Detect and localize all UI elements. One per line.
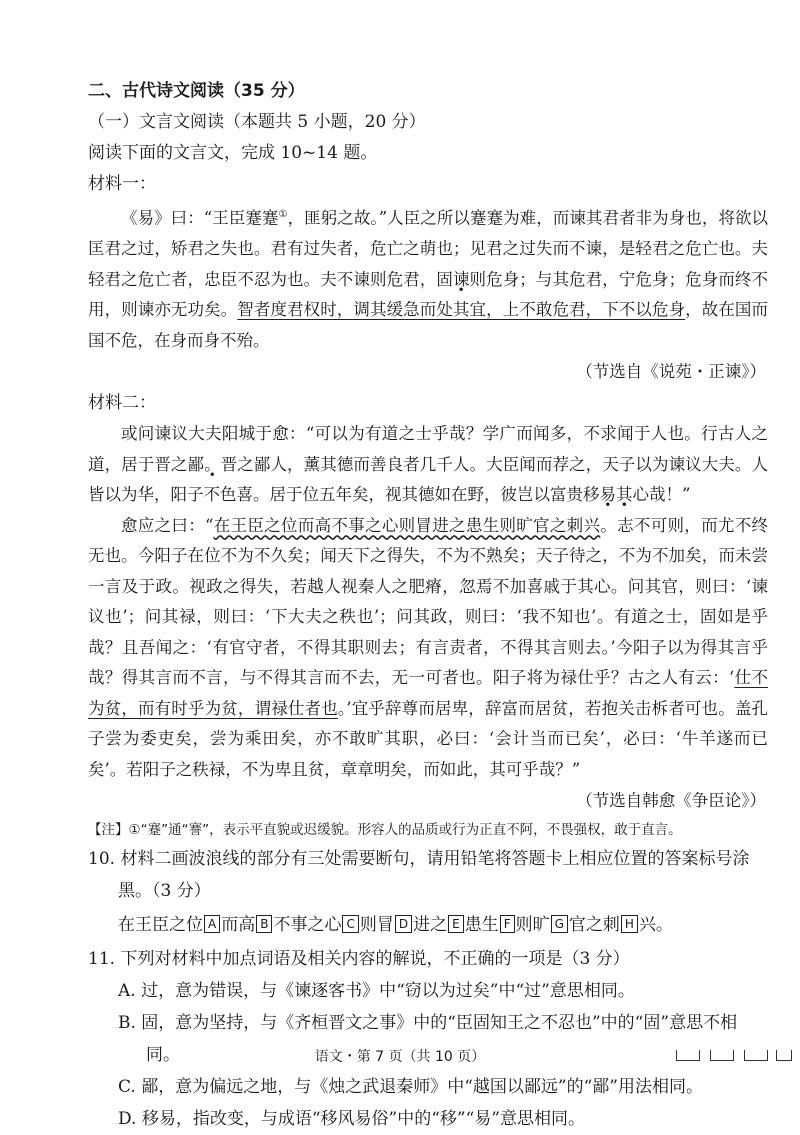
option-d[interactable]: D. 移易，指改变，与成语“移风易俗”中的“移”“易”意思相同。 <box>118 1109 585 1129</box>
answer-box-g[interactable]: G <box>551 915 568 933</box>
segment: 在王臣之位 <box>118 915 203 935</box>
segment: 则冒 <box>359 915 394 935</box>
material2-text: 。’宜乎辞尊而居卑，辞富而居贫，若抱关击柝者可也。盖孔子尝为委吏矣，尝为乘田矣，亦不敢旷其职，必曰：‘会计当而已矣’，必曰：‘牛羊遂而已矣’。若阳子之秩禄，不为卑且贫，章章明矣，而如此，其可乎哉？” <box>88 698 769 779</box>
material2-text: 。晋之鄙人，薰其德而善良者几千人。大臣闻而荐之，天子以为谏议大夫。人皆以为华，阳子不色喜。居于位五年矣，视其德如在野，彼岂以富贵 <box>88 454 769 504</box>
dotted-word-gu: 固 <box>436 269 453 289</box>
corner-mark <box>776 1050 792 1061</box>
segment: 不事之心 <box>273 915 342 935</box>
option-c[interactable]: C. 鄙，意为偏远之地，与《烛之武退秦师》中“越国以鄙远”的“鄙”用法相同。 <box>118 1077 703 1097</box>
segment: 官之刺 <box>568 915 620 935</box>
material2-source: （节选自韩愈《争臣论》） <box>576 791 766 810</box>
answer-box-b[interactable]: B <box>256 915 272 933</box>
option-b[interactable]: B. 固，意为坚持，与《齐桓晋文之事》中的“臣固知王之不忍也”中的“固”意思不相同。 <box>118 1013 738 1065</box>
answer-box-e[interactable]: E <box>448 915 464 933</box>
dotted-word-yi2: 易 <box>599 485 616 504</box>
sentence-break-row <box>88 907 768 943</box>
material1-text: 谏则危身；与其危君，宁危身；危身而终不用，则谏亦无功矣。 <box>88 269 769 319</box>
material1-source: （节选自《说苑・正谏》） <box>576 362 766 381</box>
option-a[interactable]: A. 过，意为错误，与《谏逐客书》中“窃以为过矣”中“过”意思相同。 <box>118 981 635 1001</box>
material2-text: 。志不可则，而尤不终无也。今阳子在位不为不久矣；闻天下之得失，不为不熟矣；天子待之，不为不加矣，而未尝一言及于政。视政之得失，若越人视秦人之肥瘠，忽焉不加喜戚于其心。问其官，则曰：‘谏议也’；问其禄，则曰：‘下大夫之秩也’；问其政，则曰：‘我不知也’。有道之士，固如是乎哉？且吾闻之：‘有官守者，不得其职则去；有言责者，不得其言则去。’今阳子以为得其言乎哉？得其言而不言，与不得其言而不去，无一可者也。阳子将为禄仕乎？古之人有云：‘ <box>88 515 769 687</box>
answer-box-a[interactable]: A <box>204 915 220 933</box>
segment: 而高 <box>221 915 256 935</box>
corner-mark <box>710 1050 734 1061</box>
answer-box-h[interactable]: H <box>621 915 638 933</box>
question-number: 11. <box>88 949 116 969</box>
sub-title: （一）文言文阅读（本题共 5 小题，20 分） <box>88 112 426 132</box>
question-11 <box>88 943 768 975</box>
question-number: 10. <box>88 849 116 869</box>
question-10 <box>88 843 768 907</box>
dotted-word-bi: 鄙 <box>187 454 205 474</box>
question-stem: 材料二画波浪线的部分有三处需要断句，请用铅笔将答题卡上相应位置的答案标号涂黑。（3 分） <box>118 849 750 901</box>
material1-text: ，故在国而国不危，在身而身不殆。 <box>88 300 769 350</box>
material2-text: 其心哉！” <box>616 485 691 504</box>
answer-box-c[interactable]: C <box>342 915 358 933</box>
section-title: 二、古代诗文阅读（35 分） <box>88 81 305 101</box>
material1-passage <box>88 200 768 356</box>
footnote: 【注】①“蹇”通“謇”，表示平直貌或迟缓貌。形容人的品质或行为正直不阿，不畏强权，敢于直言。 <box>88 822 682 838</box>
material2-text: 愈应之曰：“ <box>121 515 214 535</box>
wavy-underlined-sentence: 在王臣之位而高不事之心则冒进之患生则旷官之刺兴 <box>213 515 601 535</box>
material2-label: 材料二： <box>88 393 156 413</box>
segment: 则旷 <box>515 915 550 935</box>
answer-box-f[interactable]: F <box>500 915 515 933</box>
material1-text: ，匪躬之故。”人臣之所以蹇蹇为难，而谏其君者非为身也，将欲以匡君之过，矫君之失也。君有过失者，危亡之萌也；见君之过失而不谏，是轻君之危亡也。夫轻君之危亡者，忠臣不忍为也。夫不谏则危君， <box>88 208 769 289</box>
corner-mark <box>676 1050 700 1061</box>
page-footer: 语文・第 7 页（共 10 页） <box>314 1049 486 1065</box>
underlined-sentence-2: 仕不为贫，而有时乎为贫，谓禄仕者也 <box>88 668 769 718</box>
corner-mark <box>744 1050 768 1061</box>
instruction: 阅读下面的文言文，完成 10~14 题。 <box>88 143 378 163</box>
underlined-sentence-1: 智者度君权时，调其缓急而处其宜，上不敢危君，下不以危身 <box>237 300 686 319</box>
material2-text: 或问谏议大夫阳城于愈：“可以为有道之士乎哉？学广而闻多，不求闻于人也。行古人之道，居于晋之 <box>88 424 768 474</box>
segment: 兴。 <box>638 915 673 935</box>
segment: 患生 <box>464 915 499 935</box>
exam-page <box>88 76 768 1135</box>
question-stem: 下列对材料中加点词语及相关内容的解说，不正确的一项是（3 分） <box>120 949 630 969</box>
material1-text: 《易》曰：“王臣蹇蹇 <box>121 208 279 228</box>
footnote-mark: ① <box>278 209 288 220</box>
segment: 进之 <box>413 915 448 935</box>
answer-box-d[interactable]: D <box>395 915 412 933</box>
material1-label: 材料一： <box>88 174 156 194</box>
material2-passage <box>88 419 768 785</box>
dotted-word-yi1: 移 <box>583 485 600 504</box>
